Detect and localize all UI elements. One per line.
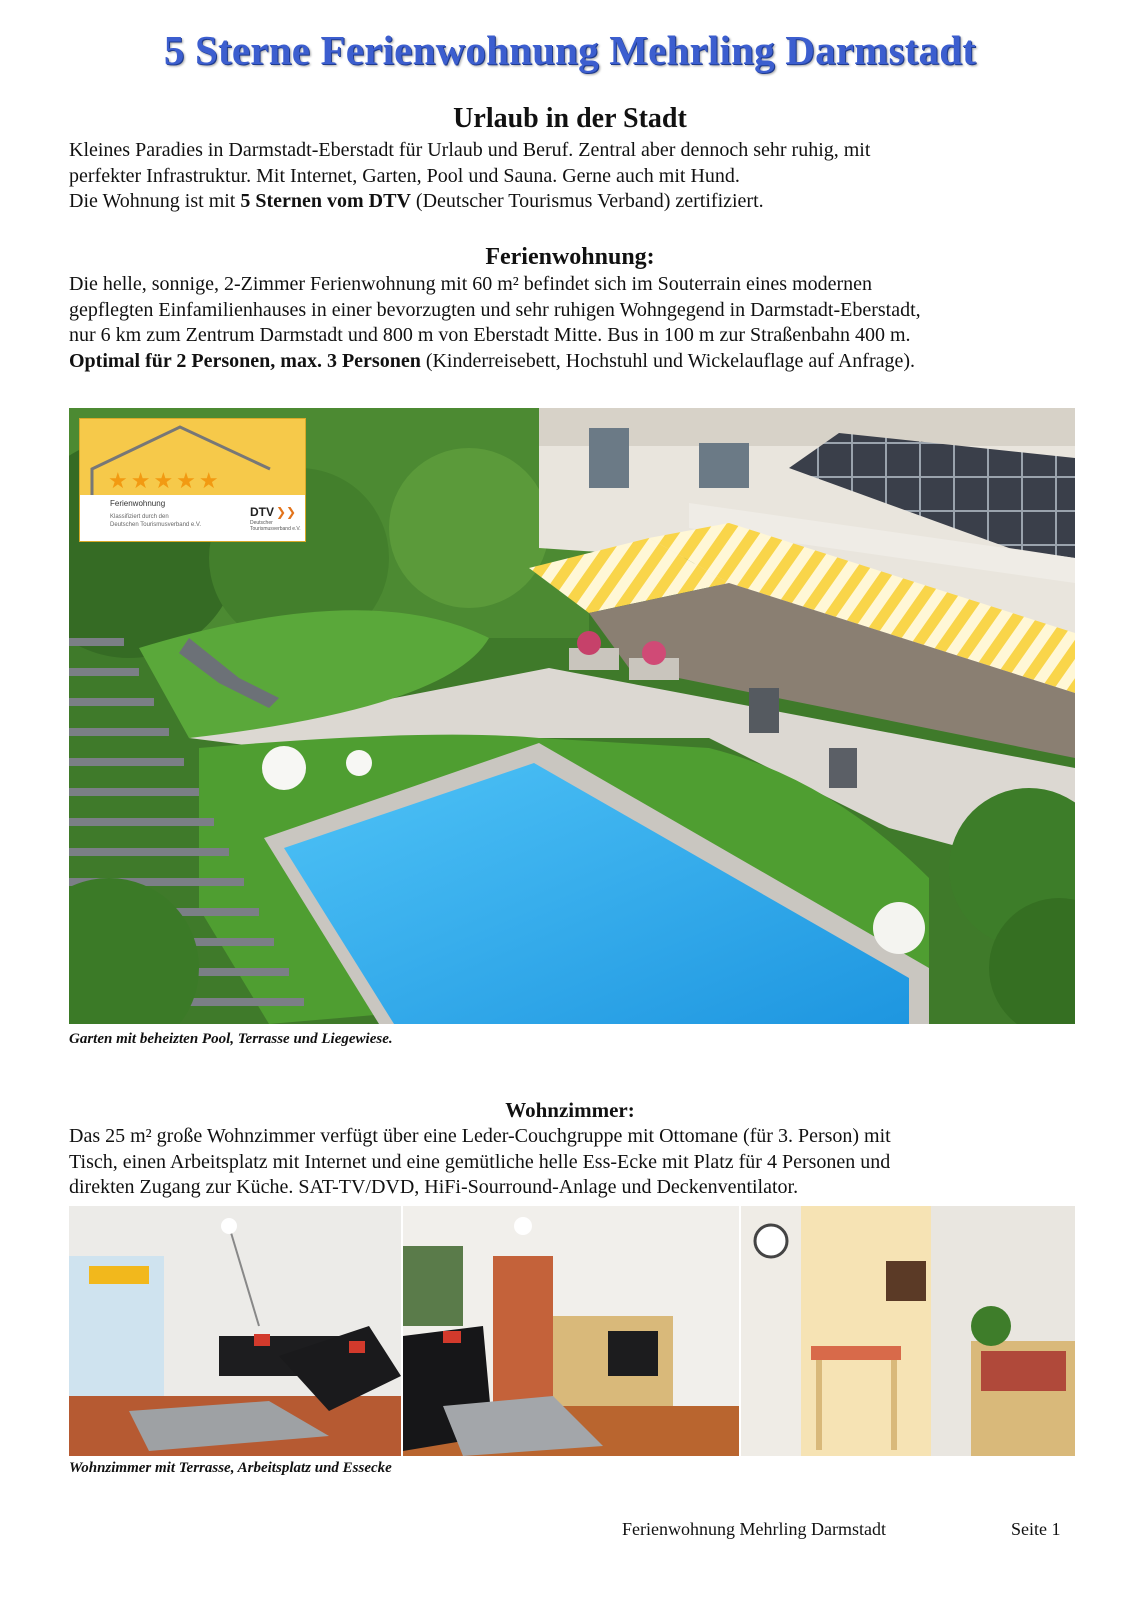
text-line: Das 25 m² große Wohnzimmer verfügt über eine Leder-Couchgruppe mit Ottomane (für 3. Person) mit <box>69 1125 891 1147</box>
text-line: Die helle, sonnige, 2-Zimmer Ferienwohnung mit 60 m² befindet sich im Souterrain eines modernen <box>69 273 873 295</box>
garden-pool-photo <box>69 408 1075 1024</box>
dtv-classification-badge <box>79 418 306 542</box>
dtv-logo-text: DTV <box>250 505 274 519</box>
section-heading-ferienwohnung: Ferienwohnung: <box>485 244 655 270</box>
text-line: perfekter Infrastruktur. Mit Internet, Garten, Pool und Sauna. Gerne auch mit Hund. <box>69 164 740 187</box>
page-title: 5 Sterne Ferienwohnung Mehrling Darmstadt <box>163 27 977 73</box>
badge-subtext <box>110 513 201 529</box>
garden-photo-caption: Garten mit beheizten Pool, Terrasse und Liegewiese. <box>69 1031 393 1047</box>
living-room-photo-workspace <box>403 1206 739 1456</box>
bold-text: 5 Sternen vom DTV <box>240 190 411 212</box>
dtv-subtext-line: Tourismusverband e.V. <box>250 526 301 532</box>
text-line: Kleines Paradies in Darmstadt-Eberstadt für Urlaub und Beruf. Zentral aber dennoch sehr ruhig, mit <box>69 139 871 161</box>
living-room-workspace-illustration <box>403 1206 739 1456</box>
section-heading-urlaub: Urlaub in der Stadt <box>453 103 687 134</box>
text-span: Die Wohnung ist mit <box>69 190 241 212</box>
intro-paragraph <box>69 138 1079 215</box>
badge-subtext-line: Deutschen Tourismusverband e.V. <box>110 522 202 528</box>
text-line <box>69 189 1079 215</box>
living-room-photo-caption: Wohnzimmer mit Terrasse, Arbeitsplatz und Essecke <box>69 1460 392 1476</box>
text-line: gepflegten Einfamilienhauses in einer bevorzugten und sehr ruhigen Wohngegend in Darmstadt-Eberstadt, <box>69 298 921 321</box>
section-heading-wohnzimmer: Wohnzimmer: <box>505 1098 635 1122</box>
text-line: Tisch, einen Arbeitsplatz mit Internet und eine gemütliche helle Ess-Ecke mit Platz für 4 Personen und <box>69 1150 891 1173</box>
text-span: (Kinderreisebett, Hochstuhl und Wickelauflage auf Anfrage). <box>420 349 916 372</box>
dtv-chevron-icon: ❯❯ <box>276 505 297 519</box>
dtv-logo-subtext <box>250 520 301 532</box>
bold-text: Optimal für 2 Personen, max. 3 Personen <box>69 349 421 372</box>
text-line <box>69 349 1129 375</box>
apartment-paragraph <box>69 272 1129 374</box>
living-room-photo-dining <box>741 1206 1075 1456</box>
badge-label: Ferienwohnung <box>110 499 166 508</box>
footer-document-name: Ferienwohnung Mehrling Darmstadt <box>622 1519 886 1539</box>
badge-subtext-line: Klassifiziert durch den <box>110 514 169 520</box>
living-room-terrace-illustration <box>69 1206 401 1456</box>
living-room-photo-terrace <box>69 1206 401 1456</box>
text-span: (Deutscher Tourismus Verband) zertifiziert. <box>410 190 764 212</box>
text-line: nur 6 km zum Zentrum Darmstadt und 800 m von Eberstadt Mitte. Bus in 100 m zur Straßenbahn 400 m. <box>69 324 911 346</box>
text-line: direkten Zugang zur Küche. SAT-TV/DVD, HiFi-Sourround-Anlage und Deckenventilator. <box>69 1176 799 1198</box>
footer-page-number: Seite 1 <box>1011 1519 1061 1539</box>
five-stars-icon: ★★★★★ <box>108 469 222 494</box>
dining-corner-illustration <box>741 1206 1075 1456</box>
living-room-paragraph <box>69 1124 1109 1201</box>
dtv-subtext-line: Deutscher <box>250 520 273 526</box>
